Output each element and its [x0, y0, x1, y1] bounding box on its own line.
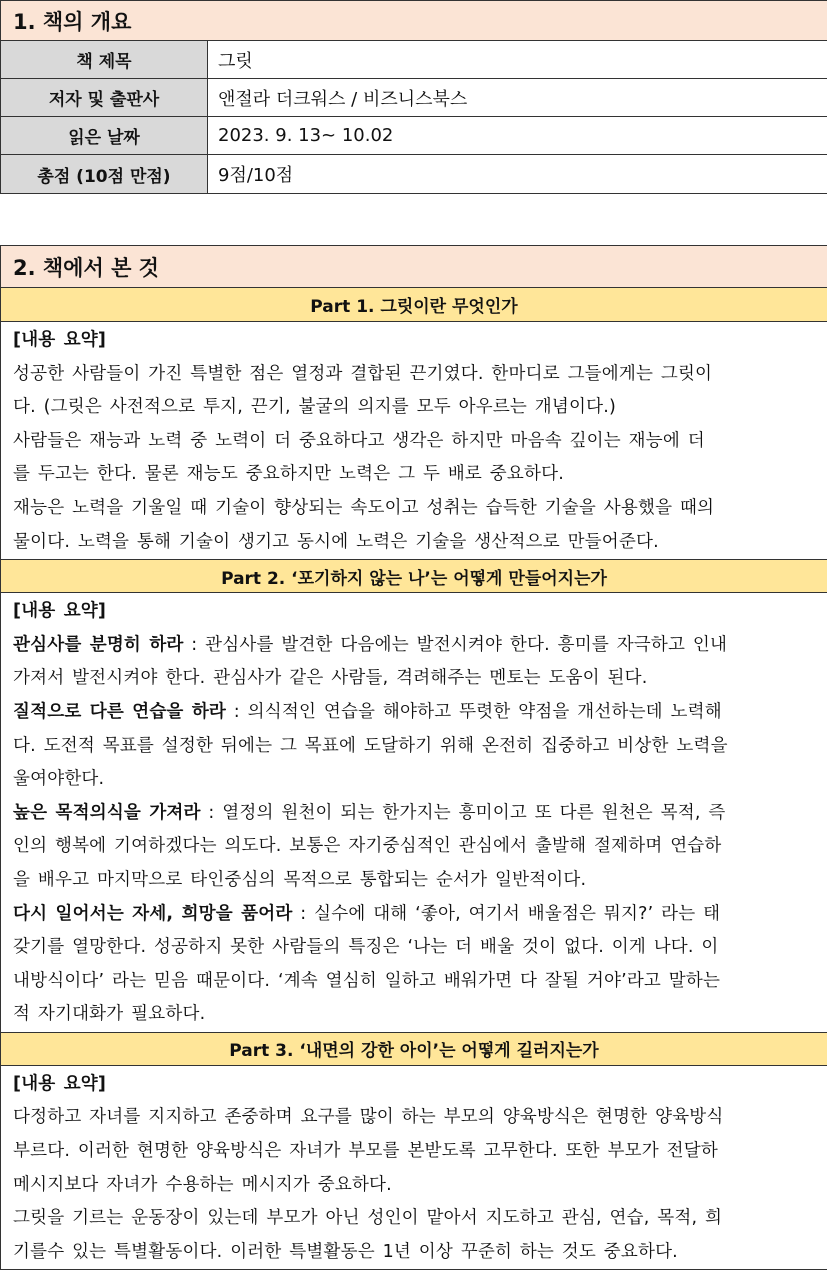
text-line — [13, 526, 827, 560]
line-text: 울여야한다. — [13, 769, 105, 790]
line-text: 을 배우고 마지막으로 타인중심의 목적으로 통합되는 순서가 일반적이다. — [13, 869, 587, 890]
emphasis-heading: 높은 목적의식을 가져라 — [13, 802, 201, 823]
text-line — [13, 358, 827, 392]
line-text: 사람들은 재능과 노력 중 노력이 더 중요하다고 생각은 하지만 마음속 깊이는 재능에 더 — [13, 430, 705, 451]
line-text: 내방식이다’ 라는 믿음 때문이다. ‘계속 열심히 일하고 배워가면 다 잘될 거야’라고 말하는 — [13, 970, 721, 991]
info-row-date — [1, 117, 827, 155]
text-line — [13, 1202, 827, 1236]
text-line — [13, 391, 827, 425]
text-line — [13, 1135, 827, 1169]
section-title: 2. 책에서 본 것 — [1, 246, 827, 288]
line-text: 적 자기대화가 필요하다. — [13, 1004, 206, 1025]
text-line — [13, 763, 827, 797]
text-line — [13, 797, 827, 831]
info-value: 9점/10점 — [218, 165, 294, 186]
section-title: 1. 책의 개요 — [1, 1, 827, 41]
line-text: 기를수 있는 특별활동이다. 이러한 특별활동은 1년 이상 꾸준히 하는 것도 중요하다. — [13, 1241, 678, 1262]
text-line — [13, 998, 827, 1032]
part-body — [1, 322, 827, 559]
text-line — [13, 425, 827, 459]
text-line — [13, 1101, 827, 1135]
info-row-score — [1, 155, 827, 193]
part-heading: Part 1. 그릿이란 무엇인가 — [1, 288, 827, 322]
info-value: 그릿 — [218, 50, 253, 72]
line-text: 인의 행복에 기여하겠다는 의도다. 보통은 자기중심적인 관심에서 출발해 절제하며 연습하 — [13, 836, 722, 857]
text-line — [13, 662, 827, 696]
part-heading: Part 3. ‘내면의 강한 아이’는 어떻게 길러지는가 — [1, 1032, 827, 1066]
info-label: 저자 및 출판사 — [1, 79, 208, 116]
line-text: : 의식적인 연습을 해야하고 뚜렷한 약점을 개선하는데 노력해 — [226, 701, 722, 722]
text-line — [13, 1169, 827, 1203]
text-line — [13, 1236, 827, 1270]
info-value: 2023. 9. 13~ 10.02 — [218, 125, 394, 146]
line-text: : 열정의 원천이 되는 한가지는 흥미이고 또 다른 원천은 목적, 즉 — [200, 802, 726, 823]
line-text: 다. (그릿은 사전적으로 투지, 끈기, 불굴의 의지를 모두 아우르는 개념이다.) — [13, 397, 617, 418]
parts-container — [1, 288, 827, 1269]
line-text: 가져서 발전시켜야 한다. 관심사가 같은 사람들, 격려해주는 멘토는 도움이 된다. — [13, 668, 648, 689]
info-label: 읽은 날짜 — [1, 117, 208, 154]
book-overview-section — [0, 0, 827, 194]
line-text: 그릿을 기르는 운동장이 있는데 부모가 아닌 성인이 맡아서 지도하고 관심, 연습, 목적, 희 — [13, 1208, 723, 1229]
text-line — [13, 898, 827, 932]
emphasis-heading: 다시 일어서는 자세, 희망을 품어라 — [13, 903, 293, 924]
line-text: 성공한 사람들이 가진 특별한 점은 열정과 결합된 끈기였다. 한마디로 그들에게는 그릿이 — [13, 363, 713, 384]
info-label: 총점 (10점 만점) — [1, 155, 208, 193]
part-body — [1, 1066, 827, 1270]
text-line — [13, 492, 827, 526]
line-text: : 실수에 대해 ‘좋아, 여기서 배울점은 뭐지?’ 라는 태 — [292, 903, 721, 924]
line-text: : 관심사를 발견한 다음에는 발전시켜야 한다. 흥미를 자극하고 인내 — [183, 634, 728, 655]
book-content-section — [0, 245, 827, 1270]
line-text: 부르다. 이러한 현명한 양육방식은 자녀가 부모를 본받도록 고무한다. 또한 부모가 전달하 — [13, 1141, 718, 1162]
text-line — [13, 965, 827, 999]
info-row-author — [1, 79, 827, 117]
text-line — [13, 629, 827, 663]
text-line — [13, 931, 827, 965]
part-body — [1, 593, 827, 1032]
line-text: 갖기를 열망한다. 성공하지 못한 사람들의 특징은 ‘나는 더 배울 것이 없다. 이게 나다. 이 — [13, 937, 719, 958]
line-text: 다. 도전적 목표를 설정한 뒤에는 그 목표에 도달하기 위해 온전히 집중하고 비상한 노력을 — [13, 735, 728, 756]
text-line — [13, 458, 827, 492]
emphasis-heading: 관심사를 분명히 하라 — [13, 634, 184, 655]
line-text: 다정하고 자녀를 지지하고 존중하며 요구를 많이 하는 부모의 양육방식은 현명한 양육방식 — [13, 1107, 724, 1128]
line-text: 재능은 노력을 기울일 때 기술이 향상되는 속도이고 성취는 습득한 기술을 사용했을 때의 — [13, 497, 715, 518]
summary-label: [내용 요약] — [13, 330, 107, 350]
summary-label: [내용 요약] — [13, 601, 107, 622]
text-line — [13, 830, 827, 864]
summary-label: [내용 요약] — [13, 1073, 107, 1094]
line-text: 를 두고는 한다. 물론 재능도 중요하지만 노력은 그 두 배로 중요하다. — [13, 464, 564, 485]
line-text: 물이다. 노력을 통해 기술이 생기고 동시에 노력은 기술을 생산적으로 만들어준다. — [13, 531, 659, 552]
text-line — [13, 864, 827, 898]
info-value: 앤절라 더크워스 / 비즈니스북스 — [218, 88, 468, 110]
info-label: 책 제목 — [1, 41, 208, 78]
part-heading: Part 2. ‘포기하지 않는 나’는 어떻게 만들어지는가 — [1, 559, 827, 593]
line-text: 메시지보다 자녀가 수용하는 메시지가 중요하다. — [13, 1174, 392, 1195]
text-line — [13, 730, 827, 764]
emphasis-heading: 질적으로 다른 연습을 하라 — [13, 701, 227, 722]
info-row-title — [1, 41, 827, 79]
text-line — [13, 696, 827, 730]
